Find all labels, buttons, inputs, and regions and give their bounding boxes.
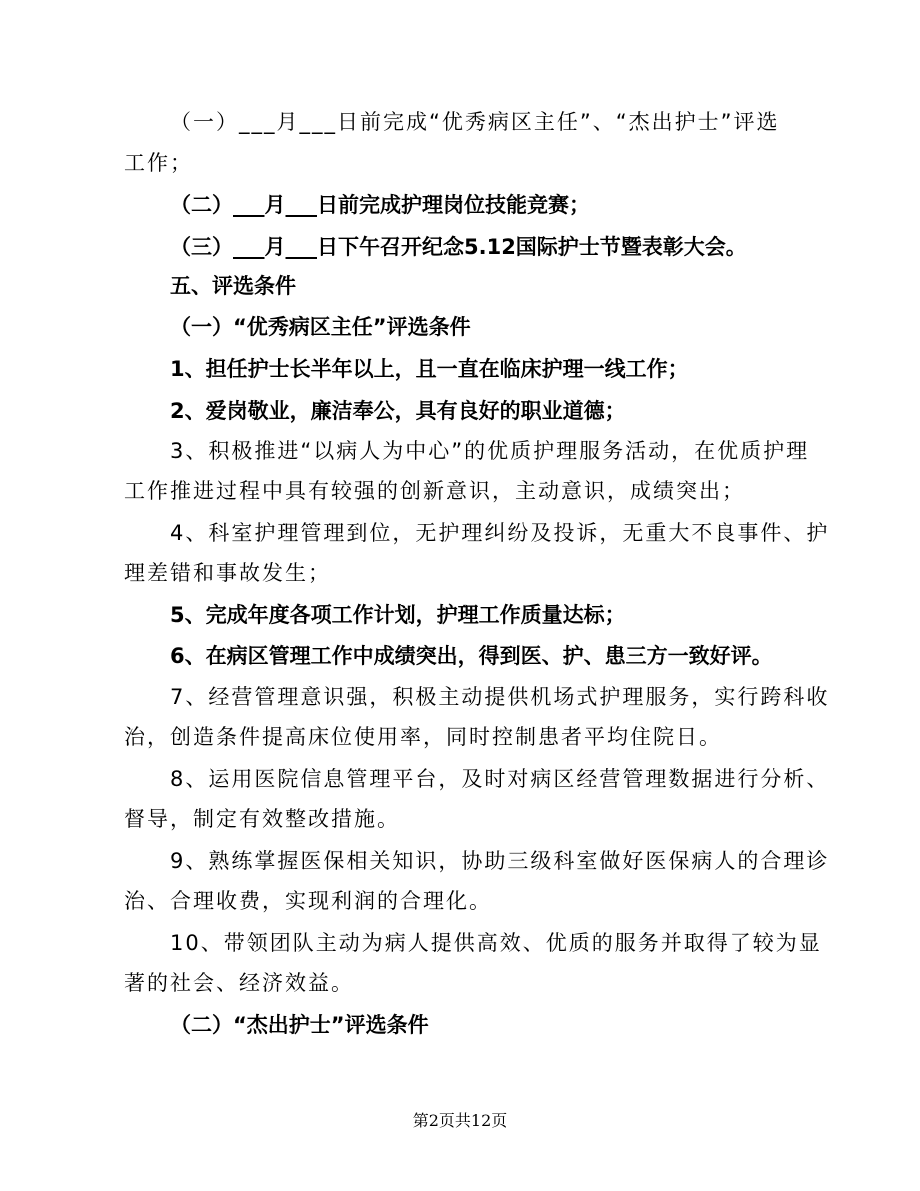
criterion-1: 1、担任护士长半年以上，且一直在临床护理一线工作； — [170, 357, 689, 381]
criterion-9-cont: 治、合理收费，实现利润的合理化。 — [124, 889, 492, 913]
page-footer: 第2页共12页 — [412, 1111, 508, 1130]
subsection-heading-director: （一）“优秀病区主任”评选条件 — [170, 315, 471, 339]
schedule-item-2: （二）___月___日前完成护理岗位技能竞赛； — [170, 193, 590, 217]
schedule-item-1: （一）___月___日前完成“优秀病区主任”、“杰出护士”评选 — [170, 110, 780, 134]
criterion-3-cont: 工作推进过程中具有较强的创新意识，主动意识，成绩突出； — [124, 479, 745, 503]
criterion-10: 10、带领团队主动为病人提供高效、优质的服务并取得了较为显 — [170, 931, 822, 955]
criterion-3: 3、积极推进“以病人为中心”的优质护理服务活动，在优质护理 — [170, 439, 810, 463]
criterion-4-cont: 理差错和事故发生； — [124, 561, 331, 585]
criterion-9: 9、熟练掌握医保相关知识，协助三级科室做好医保病人的合理诊 — [170, 849, 830, 873]
criterion-10-cont: 著的社会、经济效益。 — [124, 971, 354, 995]
criterion-7: 7、经营管理意识强，积极主动提供机场式护理服务，实行跨科收 — [170, 685, 830, 709]
criterion-8: 8、运用医院信息管理平台，及时对病区经营管理数据进行分析、 — [170, 767, 830, 791]
criterion-7-cont: 治，创造条件提高床位使用率，同时控制患者平均住院日。 — [124, 725, 722, 749]
criterion-5: 5、完成年度各项工作计划，护理工作质量达标； — [170, 603, 626, 627]
criterion-4: 4、科室护理管理到位，无护理纠纷及投诉，无重大不良事件、护 — [170, 521, 830, 545]
subsection-heading-nurse: （二）“杰出护士”评选条件 — [170, 1013, 429, 1037]
schedule-item-3: （三）___月___日下午召开纪念5.12国际护士节暨表彰大会。 — [170, 235, 747, 259]
section-heading-criteria: 五、评选条件 — [170, 274, 296, 298]
criterion-6: 6、在病区管理工作中成绩突出，得到医、护、患三方一致好评。 — [170, 644, 773, 668]
criterion-2: 2、爱岗敬业，廉洁奉公，具有良好的职业道德； — [170, 399, 626, 423]
schedule-item-1-cont: 工作； — [124, 151, 193, 175]
criterion-8-cont: 督导，制定有效整改措施。 — [124, 807, 400, 831]
